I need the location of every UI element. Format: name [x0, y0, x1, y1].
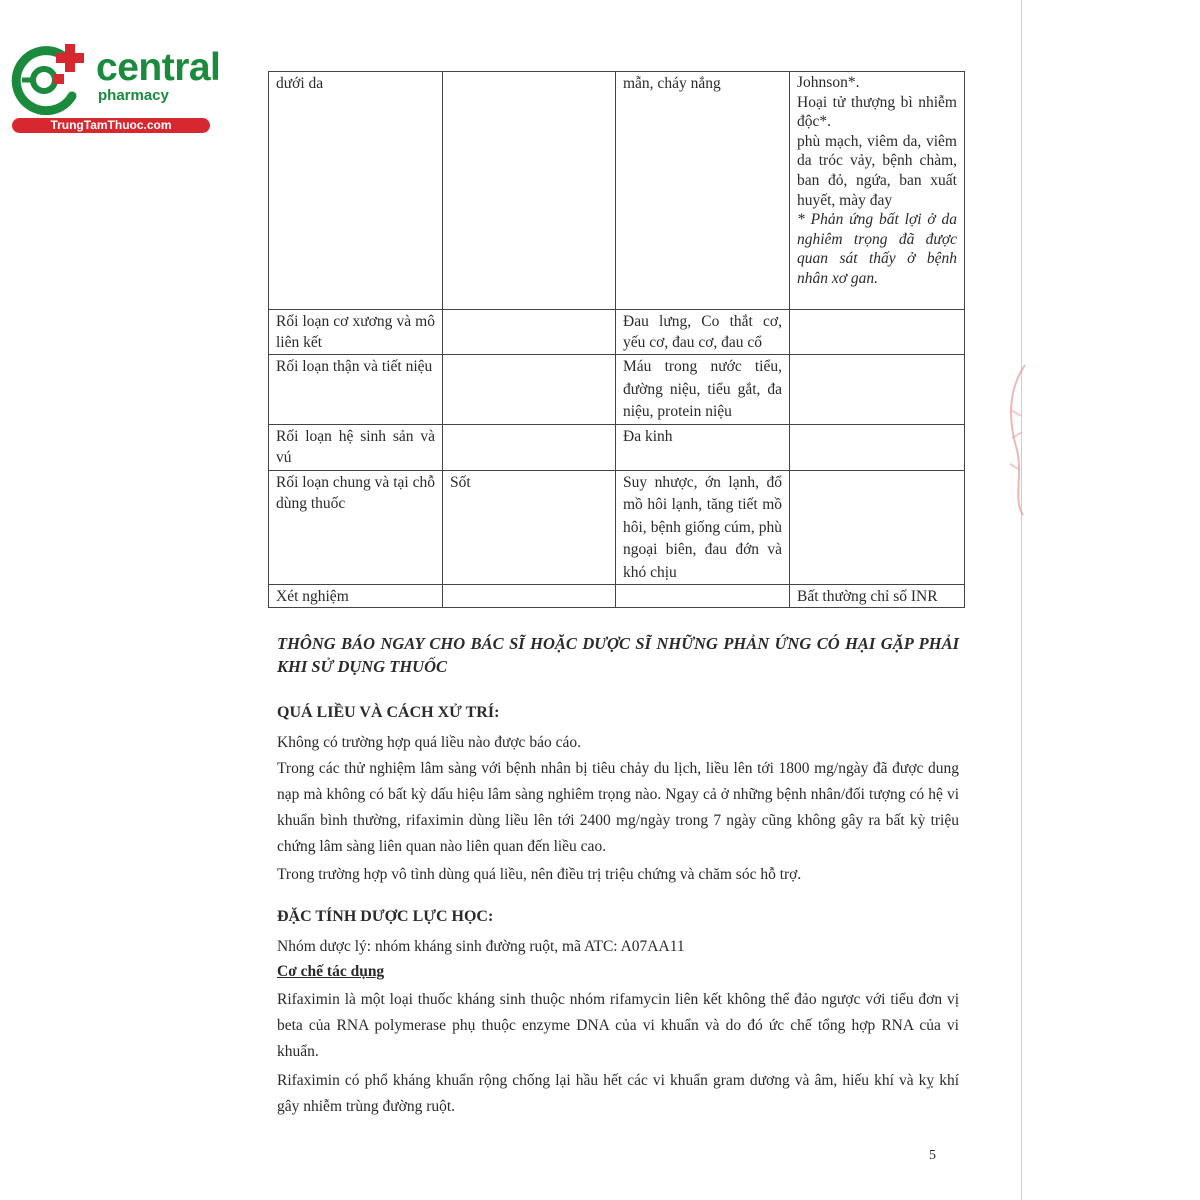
table-row: [269, 470, 965, 585]
table-cell: [616, 585, 790, 608]
cell-text: Rối loạn cơ xương và mô liên kết: [276, 313, 435, 351]
mechanism-paragraph: Rifaximin là một loại thuốc kháng sinh thuộc nhóm rifamycin liên kết không thể đảo ngược với tiểu đơn vị beta của RNA polymerase phụ thuộc enzyme DNA của vi khuẩn và do đó ức chế tổng hợp RNA của vi khuẩn.: [277, 991, 959, 1060]
cell-text: Rối loạn hệ sinh sản và vú: [276, 427, 435, 466]
table-cell: [790, 72, 965, 310]
table-cell: [269, 355, 443, 425]
overdose-paragraph: Không có trường hợp quá liều nào được báo cáo.: [277, 734, 581, 751]
logo-subtitle: pharmacy: [98, 87, 169, 104]
logo-name: central: [96, 46, 221, 89]
cell-text: Máu trong nước tiểu, đường niệu, tiểu gắt, đa niệu, protein niệu: [623, 358, 782, 420]
stamp-mark-icon: [1003, 360, 1033, 520]
overdose-paragraph: Trong các thử nghiệm lâm sàng với bệnh nhân bị tiêu chảy du lịch, liều lên tới 1800 mg/ngày đã được dung nạp mà không có bất kỳ dấu hiệu lâm sàng nghiêm trọng nào. Ngay cả ở những bệnh nhân/đối tượng có hệ vi khuẩn bình thường, rifaximin dùng liều lên tới 2400 mg/ngày trong 7 ngày cũng không gây ra bất kỳ triệu chứng lâm sàng liên quan nào liên quan đến liều cao.: [277, 760, 959, 855]
table-row: [269, 310, 965, 355]
pharmacological-group: Nhóm dược lý: nhóm kháng sinh đường ruột, mã ATC: A07AA11: [277, 938, 685, 955]
table-row: [269, 355, 965, 425]
overdose-paragraph: Trong trường hợp vô tình dùng quá liều, nên điều trị triệu chứng và chăm sóc hỗ trợ.: [277, 866, 802, 883]
cell-text: Suy nhược, ớn lạnh, đổ mồ hôi lạnh, tăng tiết mồ hôi, bệnh giống cúm, phù ngoại biên, đau đớn và khó chịu: [623, 473, 782, 581]
page-number: 5: [929, 1148, 936, 1163]
logo-url-badge: TrungTamThuoc.com: [12, 118, 210, 133]
cell-text: dưới da: [276, 75, 324, 92]
table-cell: [443, 585, 616, 608]
adverse-effects-table: [268, 71, 965, 608]
table-cell: [790, 310, 965, 355]
table-row: [269, 72, 965, 310]
cell-text: Đa kinh: [623, 427, 673, 445]
cell-text: Đau lưng, Co thắt cơ, yếu cơ, đau cơ, đau cổ: [623, 313, 782, 351]
table-cell: [443, 470, 616, 585]
table-cell: [269, 72, 443, 310]
table-cell: [616, 424, 790, 470]
table-cell: [616, 470, 790, 585]
table-cell: [790, 355, 965, 425]
page-edge: [1021, 0, 1022, 1200]
table-cell: [269, 310, 443, 355]
table-cell: [269, 424, 443, 470]
cell-text: Sốt: [450, 473, 471, 491]
adverse-reaction-notice: THÔNG BÁO NGAY CHO BÁC SĨ HOẶC DƯỢC SĨ NHỮNG PHẢN ỨNG CÓ HẠI GẶP PHẢI KHI SỬ DỤNG THUỐC: [277, 634, 959, 676]
pharmacy-cross-icon: [10, 38, 90, 118]
cell-text: Johnson*.: [797, 74, 860, 91]
cell-text: Xét nghiệm: [276, 588, 349, 605]
table-cell: [443, 424, 616, 470]
table-cell: [616, 72, 790, 310]
mechanism-paragraph: Rifaximin có phổ kháng khuẩn rộng chống lại hầu hết các vi khuẩn gram dương và âm, hiếu khí và kỵ khí gây nhiễm trùng đường ruột.: [277, 1072, 959, 1115]
table-cell: [616, 310, 790, 355]
cell-text: phù mạch, viêm da, viêm da tróc vảy, bệnh chàm, ban đỏ, ngứa, ban xuất huyết, mày đay: [797, 132, 957, 209]
table-cell: [616, 355, 790, 425]
pharmacodynamics-heading: ĐẶC TÍNH DƯỢC LỰC HỌC:: [277, 908, 494, 925]
table-cell: [443, 310, 616, 355]
cell-note: * Phản ứng bất lợi ở da nghiêm trọng đã được quan sát thấy ở bệnh nhân xơ gan.: [797, 211, 957, 287]
mechanism-heading: Cơ chế tác dụng: [277, 963, 385, 980]
table-cell: [790, 470, 965, 585]
cell-text: Hoại tử thượng bì nhiễm độc*.: [797, 93, 957, 131]
table-cell: [790, 585, 965, 608]
table-cell: [790, 424, 965, 470]
table-cell: [443, 72, 616, 310]
table-cell: [269, 470, 443, 585]
cell-text: Bất thường chỉ số INR: [797, 588, 938, 605]
table-row: [269, 585, 965, 608]
cell-text: Rối loạn chung và tại chỗ dùng thuốc: [276, 473, 435, 512]
table-cell: [269, 585, 443, 608]
table-cell: [443, 355, 616, 425]
overdose-heading: QUÁ LIỀU VÀ CÁCH XỬ TRÍ:: [277, 704, 500, 721]
cell-text: mẫn, cháy nắng: [623, 75, 721, 92]
cell-text: Rối loạn thận và tiết niệu: [276, 358, 433, 375]
table-row: [269, 424, 965, 470]
central-pharmacy-logo[interactable]: [10, 38, 221, 138]
